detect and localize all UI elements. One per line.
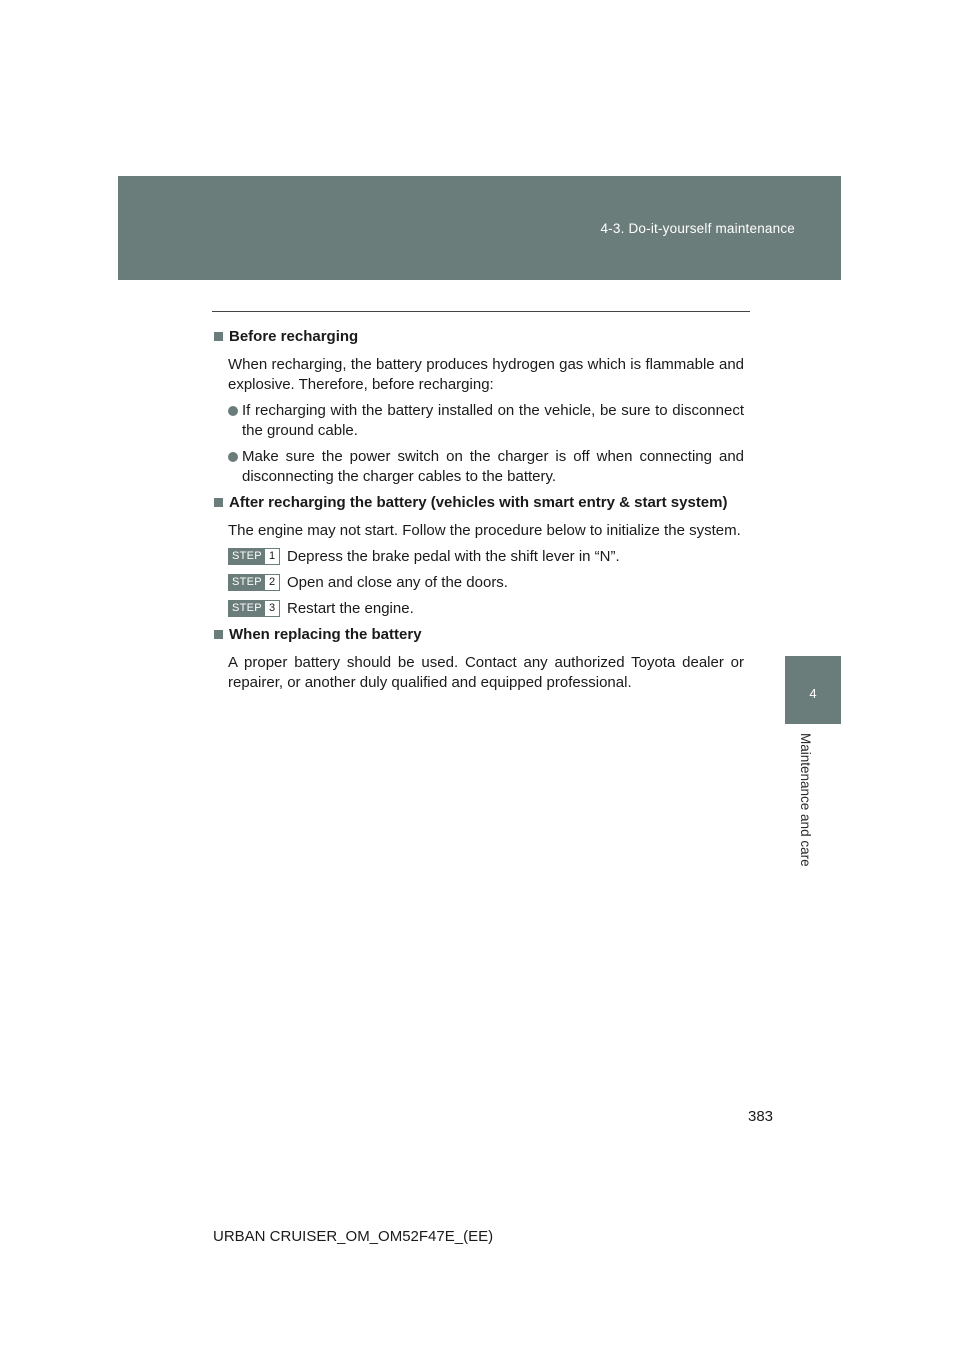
page-number: 383 [748, 1108, 774, 1125]
step-label: STEP [229, 549, 265, 564]
list-item-text: If recharging with the battery installed on the vehicle, be sure to disconnect the ground cable. [242, 402, 744, 439]
heading-text: When replacing the battery [229, 626, 422, 643]
top-rule [212, 311, 750, 312]
list-item-text: Make sure the power switch on the charger is off when connecting and disconnecting the charger cables to the battery. [242, 448, 744, 485]
section-title: 4-3. Do-it-yourself maintenance [600, 221, 795, 236]
step-item [228, 547, 744, 567]
paragraph: When recharging, the battery produces hydrogen gas which is flammable and explosive. Therefore, before recharging: [228, 356, 744, 393]
circle-bullet-icon [228, 452, 238, 462]
chapter-tab [785, 656, 841, 724]
step-label: STEP [229, 575, 265, 590]
step-item [228, 599, 744, 619]
list-item [228, 447, 744, 487]
step-text: Open and close any of the doors. [287, 574, 508, 591]
step-badge [228, 600, 280, 617]
heading-after-recharging [214, 493, 744, 513]
heading-before-recharging [214, 327, 744, 347]
heading-text: Before recharging [229, 328, 359, 345]
paragraph: The engine may not start. Follow the procedure below to initialize the system. [228, 522, 741, 539]
heading-text: After recharging the battery (vehicles with smart entry & start system) [229, 494, 728, 511]
step-badge [228, 574, 280, 591]
square-bullet-icon [214, 630, 223, 639]
step-badge [228, 548, 280, 565]
circle-bullet-icon [228, 406, 238, 416]
step-item [228, 573, 744, 593]
list-item [228, 401, 744, 441]
chapter-number: 4 [809, 686, 817, 701]
content [214, 327, 744, 699]
heading-replacing-battery [214, 625, 744, 645]
square-bullet-icon [214, 498, 223, 507]
step-number: 2 [265, 575, 279, 590]
paragraph: A proper battery should be used. Contact any authorized Toyota dealer or repairer, or another duly qualified and equipped professional. [228, 654, 744, 691]
step-number: 3 [265, 601, 279, 616]
step-text: Depress the brake pedal with the shift lever in “N”. [287, 548, 620, 565]
step-label: STEP [229, 601, 265, 616]
step-number: 1 [265, 549, 279, 564]
header-band [118, 176, 841, 280]
footer-code: URBAN CRUISER_OM_OM52F47E_(EE) [213, 1228, 494, 1245]
square-bullet-icon [214, 332, 223, 341]
step-text: Restart the engine. [287, 600, 414, 617]
chapter-label: Maintenance and care [798, 733, 813, 867]
